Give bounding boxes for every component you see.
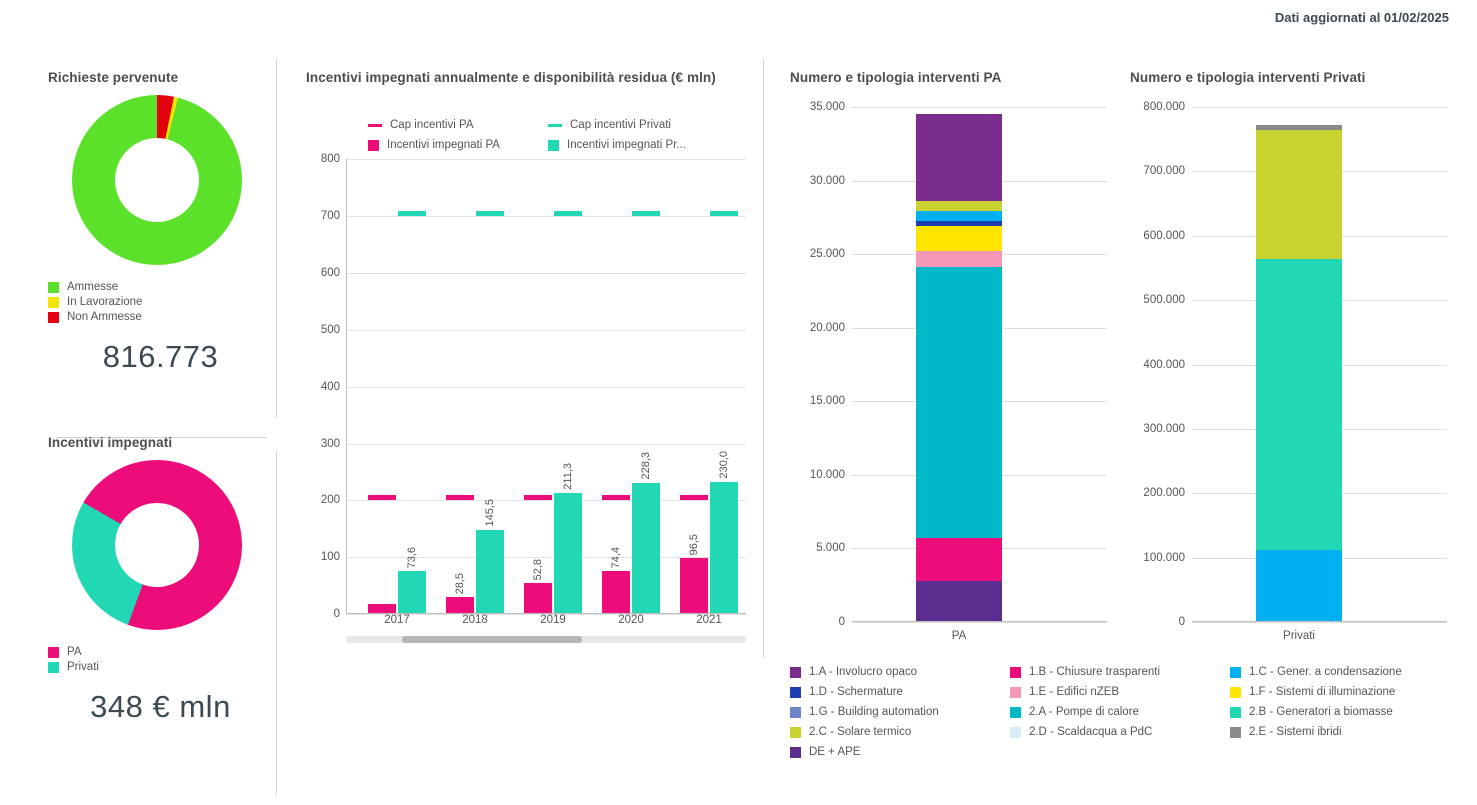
y-tick-0: 0 <box>838 616 845 628</box>
cap-marker-priv-2017 <box>398 211 426 216</box>
annual-incentives-x-axis <box>346 614 746 632</box>
swatch-icon <box>790 687 801 698</box>
segment-involucro-opaco[interactable] <box>916 114 1002 201</box>
bar-pa-2020[interactable] <box>602 571 630 613</box>
x-tick-2017: 2017 <box>384 614 410 626</box>
requests-panel-title: Richieste pervenute <box>48 70 179 85</box>
x-tick-2018: 2018 <box>462 614 488 626</box>
legend-label: Non Ammesse <box>67 311 142 323</box>
legend-label: PA <box>67 646 82 658</box>
y-tick-100000: 100.000 <box>1143 552 1185 564</box>
left-column <box>48 70 273 725</box>
y-tick-200: 200 <box>320 494 340 506</box>
legend-label: In Lavorazione <box>67 296 143 308</box>
legend-label: 1.G - Building automation <box>809 706 939 718</box>
pa-stacked-bar[interactable] <box>916 114 1002 621</box>
legend-label: 2.A - Pompe di calore <box>1028 706 1139 718</box>
y-tick-15000: 15.000 <box>809 395 845 407</box>
bar-priv-2020[interactable] <box>632 483 660 613</box>
y-tick-20000: 20.000 <box>809 322 845 334</box>
privati-interventions-panel <box>1130 70 1450 642</box>
bar-priv-2019[interactable] <box>554 493 582 613</box>
y-tick-400: 400 <box>320 381 340 393</box>
y-tick-10000: 10.000 <box>809 469 845 481</box>
y-tick-800: 800 <box>320 153 340 165</box>
swatch-icon <box>48 647 59 658</box>
swatch-icon <box>790 747 801 758</box>
privati-stacked-bar[interactable] <box>1256 125 1342 621</box>
legend-item-1a[interactable] <box>790 666 1010 678</box>
pa-interventions-panel <box>790 70 1110 642</box>
cap-marker-priv-2021 <box>710 211 738 216</box>
bar-label-pa-2018: 28,5 <box>454 572 466 594</box>
legend-item-1d[interactable] <box>790 686 1010 698</box>
y-tick-500: 500 <box>320 324 340 336</box>
swatch-icon <box>1230 727 1241 738</box>
line-swatch-icon <box>368 124 382 127</box>
cap-marker-pa-2017 <box>368 495 396 500</box>
legend-item-ammesse <box>48 281 273 293</box>
y-tick-700000: 700.000 <box>1143 165 1185 177</box>
legend-label: 2.B - Generatori a biomasse <box>1248 706 1393 718</box>
y-tick-5000: 5.000 <box>816 542 845 554</box>
y-tick-700: 700 <box>320 210 340 222</box>
bar-label-priv-2020: 228,3 <box>640 452 652 480</box>
legend-item-impegnati-privati[interactable] <box>548 139 728 151</box>
annual-incentives-title: Incentivi impegnati annualmente e disponibilità residua (€ mln) <box>306 70 716 85</box>
legend-item-2e[interactable] <box>1230 726 1450 738</box>
divider-vertical-left-bottom <box>276 450 277 795</box>
swatch-icon <box>1230 707 1241 718</box>
legend-label: Cap incentivi PA <box>390 119 474 131</box>
swatch-icon <box>48 312 59 323</box>
segment-solare-termico[interactable] <box>1256 130 1342 259</box>
bar-priv-2018[interactable] <box>476 530 504 613</box>
cap-marker-pa-2021 <box>680 495 708 500</box>
swatch-icon <box>1010 727 1021 738</box>
privati-x-category-label: Privati <box>1283 630 1315 642</box>
y-axis-line <box>346 159 347 614</box>
y-tick-30000: 30.000 <box>809 175 845 187</box>
y-tick-600: 600 <box>320 267 340 279</box>
segment-pompe-di-calore[interactable] <box>916 267 1002 538</box>
legend-label: 2.E - Sistemi ibridi <box>1248 726 1342 738</box>
divider-vertical-left-top <box>276 58 277 418</box>
requests-total-value: 816.773 <box>102 339 219 374</box>
incentives-total-value: 348 € mln <box>90 689 231 724</box>
swatch-icon <box>48 297 59 308</box>
segment-gener-condensazione[interactable] <box>916 211 1002 221</box>
segment-de-ape[interactable] <box>916 581 1002 621</box>
legend-item-1b[interactable] <box>1010 666 1230 678</box>
privati-stacked-plot[interactable] <box>1143 101 1447 642</box>
legend-item-non-ammesse <box>48 311 273 323</box>
legend-item-2a[interactable] <box>1010 706 1230 718</box>
swatch-icon <box>1010 707 1021 718</box>
legend-label: 1.D - Schermature <box>809 686 903 698</box>
bar-priv-2021[interactable] <box>710 482 738 613</box>
legend-label: 2.D - Scaldacqua a PdC <box>1028 726 1153 738</box>
y-tick-35000: 35.000 <box>809 101 845 113</box>
legend-item-1c[interactable] <box>1230 666 1450 678</box>
swatch-icon <box>48 282 59 293</box>
requests-donut-ring <box>72 95 242 265</box>
y-tick-25000: 25.000 <box>809 248 845 260</box>
cap-marker-priv-2019 <box>554 211 582 216</box>
swatch-icon <box>790 727 801 738</box>
scrollbar-thumb[interactable] <box>402 636 582 643</box>
cap-marker-pa-2020 <box>602 495 630 500</box>
legend-item-1g[interactable] <box>790 706 1010 718</box>
x-tick-2019: 2019 <box>540 614 566 626</box>
legend-item-2b[interactable] <box>1230 706 1450 718</box>
swatch-icon <box>790 667 801 678</box>
annual-incentives-panel <box>306 70 746 643</box>
legend-label: 1.F - Sistemi di illuminazione <box>1248 686 1396 698</box>
incentives-panel-title: Incentivi impegnati <box>48 435 173 450</box>
x-tick-2020: 2020 <box>618 614 644 626</box>
bar-label-priv-2018: 145,5 <box>484 499 496 527</box>
swatch-icon <box>790 707 801 718</box>
y-tick-100: 100 <box>320 551 340 563</box>
segment-illuminazione[interactable] <box>916 226 1002 251</box>
requests-donut-chart[interactable] <box>72 95 242 265</box>
pa-chart-title: Numero e tipologia interventi PA <box>790 70 1002 85</box>
legend-item-1f[interactable] <box>1230 686 1450 698</box>
annual-incentives-legend <box>368 119 768 159</box>
segment-gener-condensazione[interactable] <box>1256 550 1342 621</box>
legend-label: DE + APE <box>809 746 861 758</box>
bar-priv-2017[interactable] <box>398 571 426 613</box>
incentives-donut-chart[interactable] <box>72 460 242 630</box>
chart-horizontal-scrollbar[interactable] <box>346 636 746 643</box>
bar-pa-2021[interactable] <box>680 558 708 613</box>
pa-stacked-plot[interactable] <box>809 101 1107 642</box>
bar-label-priv-2019: 211,3 <box>562 463 574 490</box>
y-tick-600000: 600.000 <box>1143 230 1185 242</box>
incentives-donut-ring <box>72 460 242 630</box>
y-tick-800000: 800.000 <box>1143 101 1185 113</box>
legend-label: Privati <box>67 661 99 673</box>
legend-item-privati <box>48 661 273 673</box>
legend-item-de-ape[interactable] <box>790 746 1010 758</box>
x-tick-2021: 2021 <box>696 614 722 626</box>
legend-label: 1.C - Gener. a condensazione <box>1248 666 1402 678</box>
cap-marker-priv-2020 <box>632 211 660 216</box>
bar-label-pa-2019: 52,8 <box>532 558 544 580</box>
swatch-icon <box>1010 667 1021 678</box>
swatch-icon <box>48 662 59 673</box>
bar-label-pa-2020: 74,4 <box>610 546 622 568</box>
bar-label-pa-2021: 96,5 <box>688 533 700 555</box>
swatch-icon <box>368 140 379 151</box>
legend-label: 1.A - Involucro opaco <box>809 666 918 678</box>
legend-item-1e[interactable] <box>1010 686 1230 698</box>
swatch-icon <box>548 140 559 151</box>
legend-label: Cap incentivi Privati <box>570 119 671 131</box>
legend-label: Incentivi impegnati PA <box>387 139 500 151</box>
swatch-icon <box>1010 687 1021 698</box>
interventions-legend <box>790 666 1450 766</box>
bar-pa-2019[interactable] <box>524 583 552 613</box>
legend-label: Ammesse <box>67 281 119 293</box>
y-tick-200000: 200.000 <box>1143 487 1185 499</box>
pa-x-category-label: PA <box>951 630 967 642</box>
cap-marker-pa-2019 <box>524 495 552 500</box>
x-axis-line <box>1192 621 1447 622</box>
swatch-icon <box>1230 667 1241 678</box>
x-axis-line <box>852 621 1107 622</box>
y-tick-0: 0 <box>1178 616 1185 628</box>
legend-label: 1.B - Chiusure trasparenti <box>1028 666 1161 678</box>
legend-item-impegnati-pa[interactable] <box>368 139 548 151</box>
incentives-legend <box>48 646 273 673</box>
line-swatch-icon <box>548 124 562 127</box>
privati-chart-title: Numero e tipologia interventi Privati <box>1130 70 1366 85</box>
legend-item-pa <box>48 646 273 658</box>
bar-pa-2017[interactable] <box>368 604 396 613</box>
legend-item-2d[interactable] <box>1010 726 1230 738</box>
y-tick-0: 0 <box>333 608 340 620</box>
y-tick-300: 300 <box>320 438 340 450</box>
data-update-note: Dati aggiornati al 01/02/2025 <box>1274 10 1449 25</box>
bar-label-priv-2017: 73,6 <box>406 546 418 568</box>
y-tick-400000: 400.000 <box>1143 359 1185 371</box>
cap-marker-priv-2018 <box>476 211 504 216</box>
legend-label: 2.C - Solare termico <box>809 726 912 738</box>
bar-label-priv-2021: 230,0 <box>718 451 730 479</box>
segment-generatori-biomasse[interactable] <box>1256 259 1342 550</box>
bar-pa-2018[interactable] <box>446 597 474 613</box>
legend-item-cap-pa[interactable] <box>368 119 548 131</box>
requests-legend <box>48 281 273 323</box>
swatch-icon <box>1230 687 1241 698</box>
cap-marker-pa-2018 <box>446 495 474 500</box>
y-tick-300000: 300.000 <box>1143 423 1185 435</box>
legend-label: Incentivi impegnati Pr... <box>567 139 686 151</box>
legend-item-cap-privati[interactable] <box>548 119 728 131</box>
legend-item-in-lavorazione <box>48 296 273 308</box>
y-tick-500000: 500.000 <box>1143 294 1185 306</box>
legend-label: 1.E - Edifici nZEB <box>1028 686 1120 698</box>
segment-solare-termico[interactable] <box>916 201 1002 211</box>
segment-chiusure-trasparenti[interactable] <box>916 538 1002 581</box>
segment-edifici-nzeb[interactable] <box>916 251 1002 267</box>
legend-item-2c[interactable] <box>790 726 1010 738</box>
